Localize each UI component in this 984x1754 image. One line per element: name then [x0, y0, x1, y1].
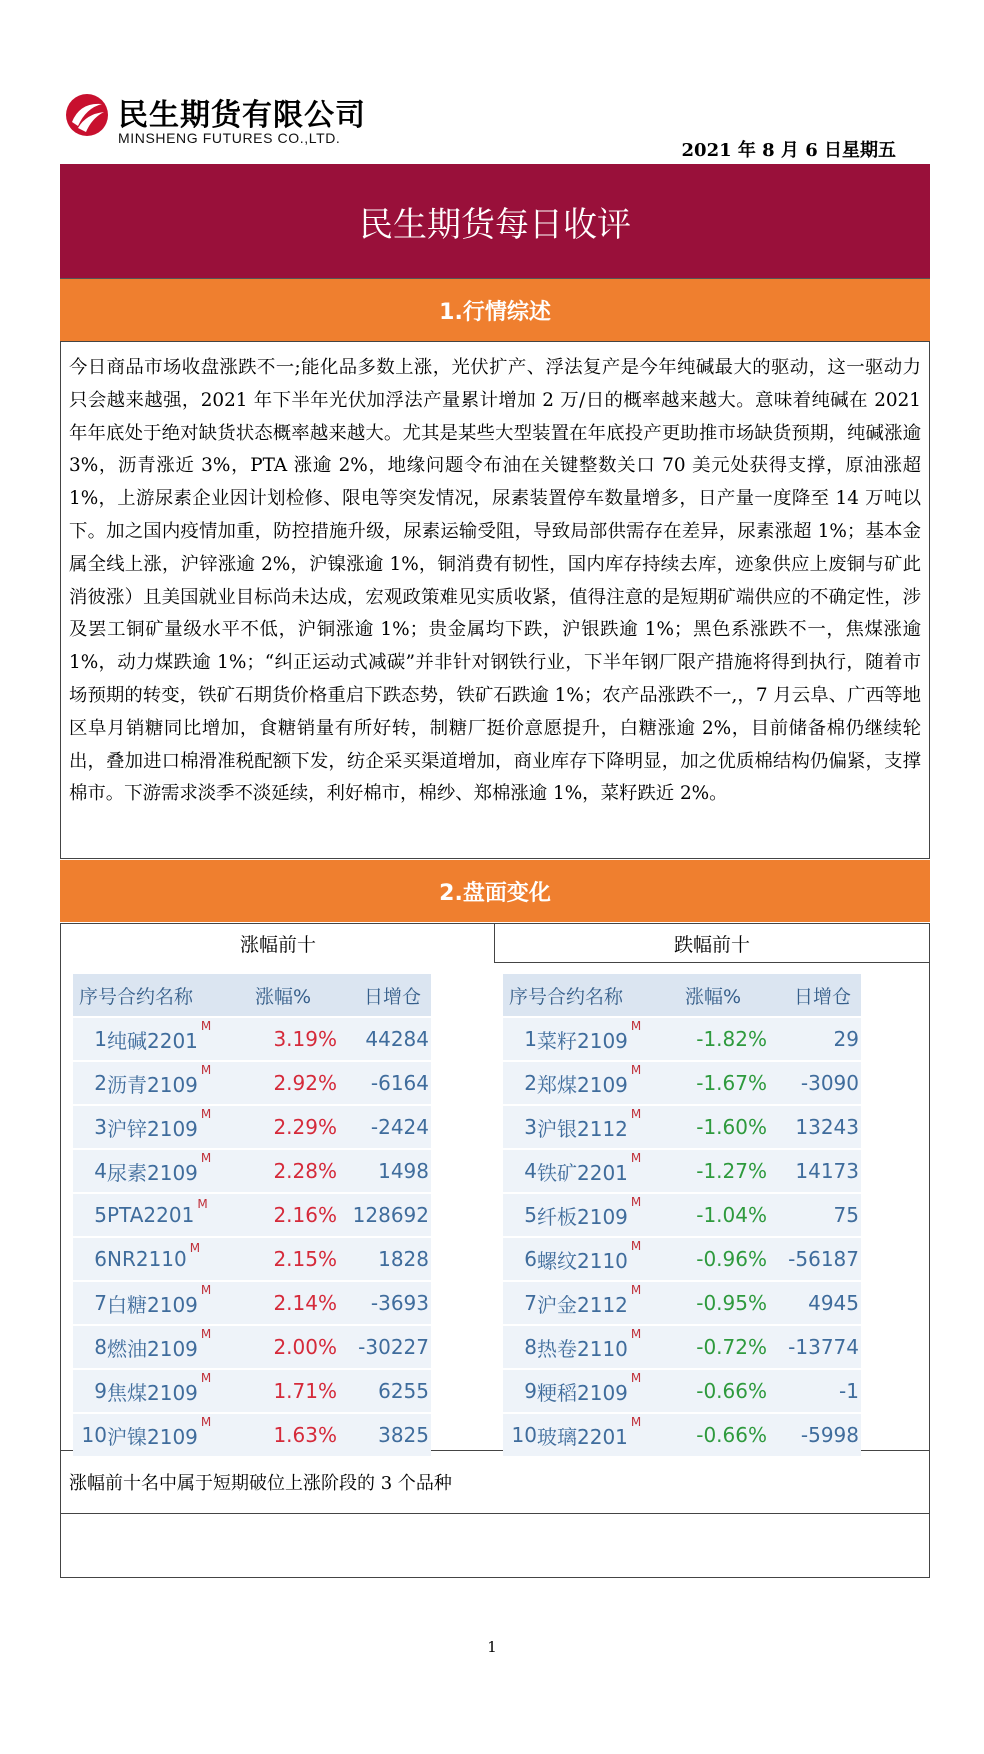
page-number: 1: [487, 1638, 497, 1656]
row-index: 2: [524, 1071, 537, 1095]
table-row: [503, 1106, 861, 1148]
contract-name-text: 沪锌2109: [107, 1116, 198, 1141]
table-row: [73, 1238, 431, 1280]
change-pct: -0.96%: [696, 1247, 767, 1271]
change-pct: -1.67%: [696, 1071, 767, 1095]
contract-name: [107, 1370, 245, 1406]
table-row: [503, 1194, 861, 1236]
change-pct: 2.28%: [273, 1159, 337, 1183]
contract-name: [107, 1197, 245, 1227]
row-index: 9: [524, 1379, 537, 1403]
main-contract-mark: M: [630, 1018, 642, 1033]
change-pct: -1.82%: [696, 1027, 767, 1051]
contract-name-text: 燃油2109: [107, 1336, 198, 1361]
change-pct: 2.00%: [273, 1335, 337, 1359]
position-change: 6255: [378, 1379, 429, 1403]
contract-name: [537, 1282, 675, 1318]
contract-name-text: 沪镍2109: [107, 1424, 198, 1449]
table-header: [503, 974, 861, 1016]
company-name-en: MINSHENG FUTURES CO.,LTD.: [118, 130, 341, 146]
contract-name: [537, 1150, 675, 1186]
contract-name-text: 白糖2109: [107, 1292, 198, 1317]
position-change: 1828: [378, 1247, 429, 1271]
main-contract-mark: M: [200, 1106, 212, 1121]
contract-name-text: 沪金2112: [537, 1292, 628, 1317]
change-pct: -1.27%: [696, 1159, 767, 1183]
contract-name: [107, 1018, 245, 1054]
position-change: 1498: [378, 1159, 429, 1183]
contract-name: [107, 1414, 245, 1450]
position-change: -2424: [370, 1115, 429, 1139]
company-logo: [64, 88, 366, 154]
row-index: 3: [94, 1115, 107, 1139]
main-contract-mark: M: [630, 1326, 642, 1341]
contract-name-text: 铁矿2201: [537, 1160, 628, 1185]
column-divider: [494, 924, 495, 962]
change-pct: 1.63%: [273, 1423, 337, 1447]
main-contract-mark: M: [630, 1370, 642, 1385]
main-contract-mark: M: [630, 1282, 642, 1297]
header-idx-name: 序号合约名称: [79, 985, 194, 1008]
table-row: [73, 1018, 431, 1060]
position-change: 44284: [365, 1027, 429, 1051]
main-contract-mark: M: [200, 1370, 212, 1385]
main-contract-mark: M: [200, 1018, 212, 1033]
main-contract-mark: M: [630, 1106, 642, 1121]
change-pct: 1.71%: [273, 1379, 337, 1403]
table-row: [73, 1194, 431, 1236]
table-row: [73, 1106, 431, 1148]
header-pos: 日增仓: [793, 985, 851, 1008]
contract-name-text: 纯碱2201: [107, 1028, 198, 1053]
gainers-table: [73, 974, 431, 1456]
empty-row: [60, 1514, 930, 1578]
main-contract-mark: M: [630, 1150, 642, 1165]
table-row: [73, 1062, 431, 1104]
contract-name: [107, 1241, 245, 1271]
position-change: -56187: [788, 1247, 859, 1271]
report-title: 民生期货每日收评: [60, 164, 930, 278]
position-change: -30227: [358, 1335, 429, 1359]
contract-name: [107, 1150, 245, 1186]
row-index: 3: [524, 1115, 537, 1139]
table-row: [73, 1326, 431, 1368]
section-heading-board-changes: 2.盘面变化: [60, 860, 930, 922]
main-contract-mark: M: [200, 1150, 212, 1165]
position-change: 14173: [795, 1159, 859, 1183]
contract-name: [537, 1370, 675, 1406]
position-change: 13243: [795, 1115, 859, 1139]
change-pct: -1.60%: [696, 1115, 767, 1139]
contract-name-text: 沪银2112: [537, 1116, 628, 1141]
header-pct: 涨幅%: [684, 985, 741, 1008]
row-index: 8: [94, 1335, 107, 1359]
change-pct: 2.14%: [273, 1291, 337, 1315]
row-index: 7: [524, 1291, 537, 1315]
table-row: [503, 1238, 861, 1280]
contract-name-text: 纤板2109: [537, 1204, 628, 1229]
row-index: 7: [94, 1291, 107, 1315]
losers-table: [503, 974, 861, 1456]
position-change: 4945: [808, 1291, 859, 1315]
position-change: 3825: [378, 1423, 429, 1447]
rank-tables-container: [60, 923, 930, 1451]
change-pct: -1.04%: [696, 1203, 767, 1227]
gainers-title: 涨幅前十: [239, 933, 316, 956]
position-change: -1: [839, 1379, 859, 1403]
contract-name: [537, 1106, 675, 1142]
row-index: 6: [94, 1247, 107, 1271]
contract-name: [537, 1414, 675, 1450]
change-pct: 2.92%: [273, 1071, 337, 1095]
row-index: 9: [94, 1379, 107, 1403]
market-summary-text: 今日商品市场收盘涨跌不一;能化品多数上涨，光伏扩产、浮法复产是今年纯碱最大的驱动，这一驱动力只会越来越强，2021 年下半年光伏加浮法产量累计增加 2 万/日的概率越来越大。意味着纯碱在 2021 年年底处于绝对缺货状态概率越来越大。尤其是某些大型装置在年底投产更助推市场缺货预期，纯碱涨逾 3%，沥青涨近 3%，PTA 涨逾 2%，地缘问题令布油在关键整数关口 70 美元处获得支撑，原油涨超 1%，上游尿素企业因计划检修、限电等突发情况，尿素装置停车数量增多，日产量一度降至 14 万吨以下。加之国内疫情加重，防控措施升级，尿素运输受阻，导致局部供需存在差异，尿素涨超 1%；基本金属全线上涨，沪锌涨逾 2%，沪镍涨逾 1%，铜消费有韧性，国内库存持续去库，迹象供应上废铜与矿此消彼涨）且美国就业目标尚未达成，宏观政策难见实质收紧，值得注意的是短期矿端供应的不确定性，涉及罢工铜矿量级水平不低，沪铜涨逾 1%；贵金属均下跌，沪银跌逾 1%；黑色系涨跌不一，焦煤涨逾 1%，动力煤跌逾 1%；“纠正运动式减碳”并非针对钢铁行业，下半年钢厂限产措施将得到执行，随着市场预期的转变，铁矿石期货价格重启下跌态势，铁矿石跌逾 1%；农产品涨跌不一,，7 月云阜、广西等地区阜月销糖同比增加，食糖销量有所好转，制糖厂挺价意愿提升，白糖涨逾 2%，目前储备棉仍继续轮出，叠加进口棉滑准税配额下发，纺企采买渠道增加，商业库存下降明显，加之优质棉结构仍偏紧，支撑棉市。下游需求淡季不淡延续，利好棉市，棉纱、郑棉涨逾 1%，菜籽跌近 2%。: [60, 341, 930, 859]
row-index: 4: [524, 1159, 537, 1183]
main-contract-mark: M: [630, 1062, 642, 1077]
row-index: 10: [81, 1423, 107, 1447]
contract-name-text: 粳稻2109: [537, 1380, 628, 1405]
position-change: -6164: [370, 1071, 429, 1095]
contract-name-text: 郑煤2109: [537, 1072, 628, 1097]
contract-name-text: 螺纹2110: [537, 1248, 628, 1273]
header-divider: [494, 962, 930, 963]
main-contract-mark: M: [200, 1282, 212, 1297]
row-index: 2: [94, 1071, 107, 1095]
contract-name-text: 焦煤2109: [107, 1380, 198, 1405]
losers-title: 跌幅前十: [673, 933, 750, 956]
table-row: [73, 1150, 431, 1192]
main-contract-mark: M: [200, 1326, 212, 1341]
row-index: 5: [524, 1203, 537, 1227]
table-row: [503, 1018, 861, 1060]
table-row: [503, 1150, 861, 1192]
logo-mark-icon: [64, 92, 110, 138]
position-change: 29: [833, 1027, 859, 1051]
header-pct: 涨幅%: [254, 985, 311, 1008]
contract-name-text: 热卷2110: [537, 1336, 628, 1361]
row-index: 5: [94, 1203, 107, 1227]
contract-name: [107, 1106, 245, 1142]
contract-name-text: 尿素2109: [107, 1160, 198, 1185]
table-row: [73, 1282, 431, 1324]
position-change: 128692: [352, 1203, 429, 1227]
main-contract-mark: M: [197, 1197, 208, 1211]
table-row: [73, 1370, 431, 1412]
contract-name: [537, 1326, 675, 1362]
main-contract-mark: M: [189, 1241, 201, 1255]
company-name-cn: 民生期货有限公司: [118, 99, 366, 132]
change-pct: -0.95%: [696, 1291, 767, 1315]
change-pct: -0.72%: [696, 1335, 767, 1359]
position-change: -13774: [788, 1335, 859, 1359]
contract-name-text: 菜籽2109: [537, 1028, 628, 1053]
change-pct: -0.66%: [696, 1423, 767, 1447]
row-index: 4: [94, 1159, 107, 1183]
section-heading-market-summary: 1.行情综述: [60, 278, 930, 341]
header-idx-name: 序号合约名称: [509, 985, 624, 1008]
table-row: [503, 1062, 861, 1104]
main-contract-mark: M: [630, 1238, 642, 1253]
contract-name: [537, 1238, 675, 1274]
table-row: [503, 1326, 861, 1368]
row-index: 1: [524, 1027, 537, 1051]
contract-name: [537, 1194, 675, 1230]
contract-name-text: 沥青2109: [107, 1072, 198, 1097]
main-contract-mark: M: [200, 1414, 212, 1429]
report-date: 2021 年 8 月 6 日星期五: [681, 140, 896, 161]
change-pct: 2.15%: [273, 1247, 337, 1271]
main-contract-mark: M: [630, 1194, 642, 1209]
change-pct: -0.66%: [696, 1379, 767, 1403]
row-index: 1: [94, 1027, 107, 1051]
contract-name: [107, 1062, 245, 1098]
table-row: [503, 1282, 861, 1324]
contract-name: [537, 1018, 675, 1054]
contract-name-text: PTA2201: [107, 1203, 195, 1227]
position-change: -3090: [800, 1071, 859, 1095]
position-change: -5998: [800, 1423, 859, 1447]
position-change: -3693: [370, 1291, 429, 1315]
change-pct: 2.29%: [273, 1115, 337, 1139]
contract-name: [537, 1062, 675, 1098]
change-pct: 3.19%: [273, 1027, 337, 1051]
main-contract-mark: M: [630, 1414, 642, 1429]
header-pos: 日增仓: [363, 985, 421, 1008]
change-pct: 2.16%: [273, 1203, 337, 1227]
contract-name: [107, 1326, 245, 1362]
row-index: 8: [524, 1335, 537, 1359]
contract-name-text: 玻璃2201: [537, 1424, 628, 1449]
table-row: [503, 1370, 861, 1412]
note-text: 涨幅前十名中属于短期破位上涨阶段的 3 个品种: [60, 1450, 930, 1514]
contract-name-text: NR2110: [107, 1247, 187, 1271]
main-contract-mark: M: [200, 1062, 212, 1077]
table-header: [73, 974, 431, 1016]
position-change: 75: [833, 1203, 859, 1227]
contract-name: [107, 1282, 245, 1318]
row-index: 6: [524, 1247, 537, 1271]
row-index: 10: [511, 1423, 537, 1447]
